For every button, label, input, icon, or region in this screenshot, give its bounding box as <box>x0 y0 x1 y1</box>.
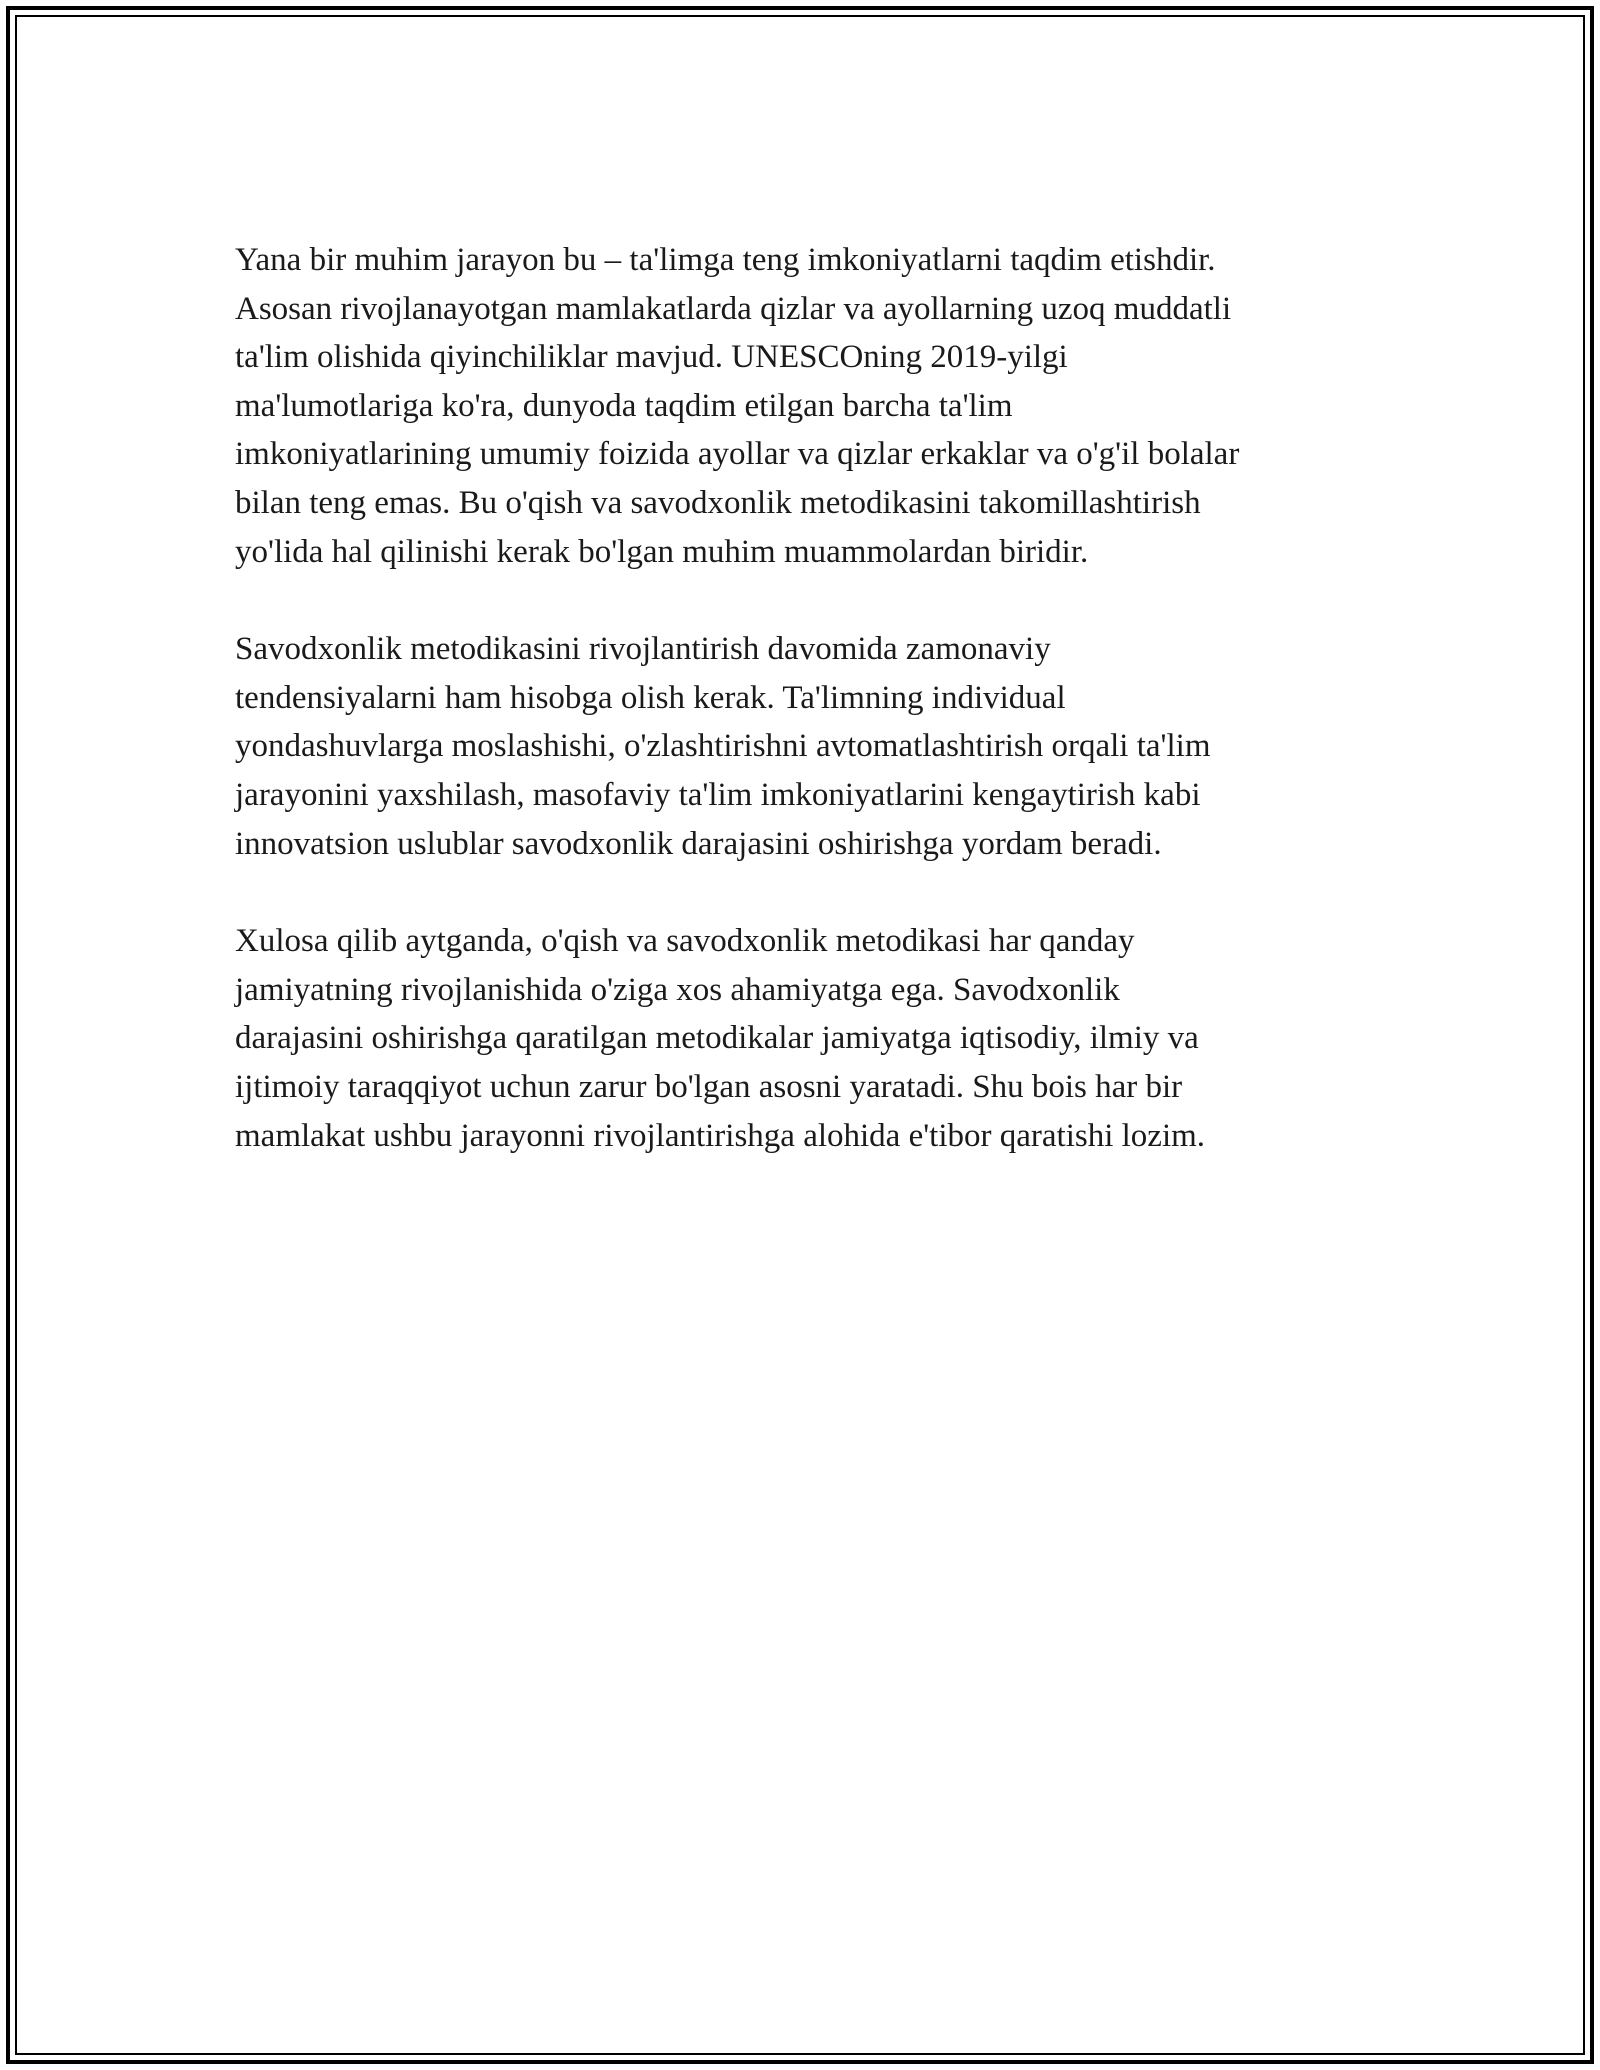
paragraph-conclusion <box>235 917 1375 1160</box>
text-line: Asosan rivojlanayotgan mamlakatlarda qizlar va ayollarning uzoq muddatli <box>235 290 1232 327</box>
text-line: jarayonini yaxshilash, masofaviy ta'lim imkoniyatlarini kengaytirish kabi <box>235 776 1201 813</box>
text-line: imkoniyatlarining umumiy foizida ayollar va qizlar erkaklar va o'g'il bolalar <box>235 436 1240 473</box>
text-line: Xulosa qilib aytganda, o'qish va savodxonlik metodikasi har qanday <box>235 923 1135 960</box>
text-line: bilan teng emas. Bu o'qish va savodxonlik metodikasini takomillashtirish <box>235 484 1201 521</box>
paragraph-modern-trends <box>235 625 1375 868</box>
text-line: ta'lim olishida qiyinchiliklar mavjud. UNESCOning 2019-yilgi <box>235 339 1068 376</box>
text-line: ma'lumotlariga ko'ra, dunyoda taqdim etilgan barcha ta'lim <box>235 387 1013 424</box>
paragraph-equal-opportunities <box>235 236 1375 576</box>
text-line: ijtimoiy taraqqiyot uchun zarur bo'lgan asosni yaratadi. Shu bois har bir <box>235 1068 1183 1105</box>
text-line: yondashuvlarga moslashishi, o'zlashtirishni avtomatlashtirish orqali ta'lim <box>235 728 1211 765</box>
text-line: darajasini oshirishga qaratilgan metodikalar jamiyatga iqtisodiy, ilmiy va <box>235 1020 1199 1057</box>
text-line: tendensiyalarni ham hisobga olish kerak. Ta'limning individual <box>235 679 1066 716</box>
text-line: Yana bir muhim jarayon bu – ta'limga teng imkoniyatlarni taqdim etishdir. <box>235 242 1216 278</box>
text-line: Savodxonlik metodikasini rivojlantirish davomida zamonaviy <box>235 631 1051 668</box>
text-line: jamiyatning rivojlanishida o'ziga xos ahamiyatga ega. Savodxonlik <box>235 971 1120 1008</box>
text-line: yo'lida hal qilinishi kerak bo'lgan muhim muammolardan biridir. <box>235 533 1089 570</box>
text-line: mamlakat ushbu jarayonni rivojlantirishga alohida e'tibor qaratishi lozim. <box>235 1117 1206 1154</box>
document-body <box>235 236 1375 1209</box>
text-line: innovatsion uslublar savodxonlik darajasini oshirishga yordam beradi. <box>235 825 1162 862</box>
